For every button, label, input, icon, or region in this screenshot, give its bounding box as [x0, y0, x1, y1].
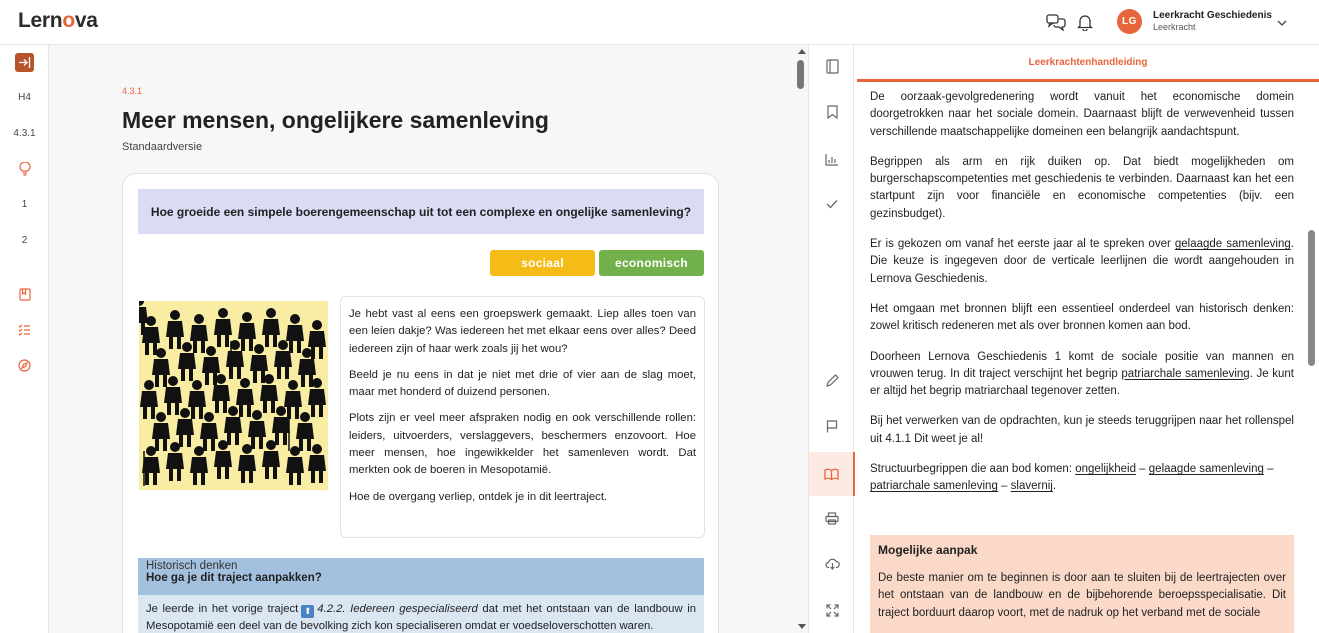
version-label: Standaardversie: [122, 141, 203, 153]
hist-question: Hoe ga je dit traject aanpakken?: [146, 572, 322, 584]
nav-step-item-1[interactable]: 1: [21, 199, 28, 210]
teacher-guide-icon[interactable]: [809, 452, 855, 496]
hist-text: dat met het ontstaan van de landbouw in Mesopotamië een deel van de bevolking zich kon specialiseren omdat er voedseloverschotten waren.: [146, 603, 697, 633]
hist-text: Je leerde in het vorige traject: [146, 603, 299, 615]
intro-paragraph: Je hebt vast al eens een groepswerk gemaakt. Liep alles toen van een leien dakje? Was iedereen het met elkaar eens over alles? Deed iedereen zijn of haar werk zoals jij het wou?: [349, 308, 696, 355]
lightbulb-icon[interactable]: [0, 162, 49, 179]
top-bar: [0, 0, 1319, 45]
intro-paragraph: Hoe de overgang verliep, ontdek je in dit leertraject.: [349, 490, 608, 503]
guide-paragraph: Begrippen als arm en rijk duiken op. Dat biedt mogelijkheden om burgerschapscompetenties met geschiedenis te verbinden. Daarnaast kan het een startpunt zijn voor financiële en economische competenties (bijv. een gezinsbudget).: [870, 155, 1294, 220]
glossary-link[interactable]: patriarchale samenleving: [1121, 367, 1250, 380]
bookmark-icon[interactable]: [809, 93, 855, 131]
guide-paragraph: Structuurbegrippen die aan bod komen: ongelijkheid – gelaagde samenleving – patriarchale samenleving – slavernij.: [870, 463, 1274, 493]
section-number: 4.3.1: [122, 86, 143, 96]
nav-section-item[interactable]: 4.3.1: [13, 128, 36, 139]
approach-text: De beste manier om te beginnen is door aan te sluiten bij de leertrajecten over het ontstaan van de landbouw en de bijbehorende beroepsspecialisatie. Dit traject borduurt daarop voort, met de nadruk op het verband met de sociale: [878, 572, 1286, 619]
collapse-sidebar-icon[interactable]: [15, 53, 34, 72]
chat-icon[interactable]: [1045, 11, 1067, 33]
user-role: Leerkracht: [1153, 22, 1196, 32]
panel-title: Leerkrachtenhandleiding: [857, 45, 1319, 82]
main-scrollbar[interactable]: [796, 45, 808, 633]
lernova-logo[interactable]: Lernova: [18, 9, 98, 32]
page-title: Meer mensen, ongelijkere samenleving: [122, 107, 549, 133]
nav-chapter-item[interactable]: H4: [18, 92, 31, 103]
panel-scrollbar-thumb[interactable]: [1308, 230, 1315, 366]
checklist-icon[interactable]: [0, 324, 49, 339]
tag-sociaal[interactable]: sociaal: [490, 250, 595, 276]
guide-paragraph: Het omgaan met bronnen blijft een essentieel onderdeel van historisch denken: zowel kritisch redeneren met als over bronnen komen aan bod.: [870, 302, 1294, 333]
glossary-link[interactable]: slavernij: [1010, 480, 1053, 493]
crowd-illustration: [139, 301, 328, 490]
bell-icon[interactable]: [1074, 11, 1096, 33]
chart-icon[interactable]: [809, 140, 855, 178]
fullscreen-icon[interactable]: [809, 591, 855, 629]
intro-text: [340, 296, 705, 538]
guide-paragraph: De oorzaak-gevolgredenering wordt vanuit het economische domein doorgetrokken naar het sociale domein. Daarnaast blijft de verwevenheid tussen verschillende maatschappelijke domeinen een belangrijk aandachtspunt.: [870, 91, 1294, 138]
glossary-link[interactable]: gelaagde samenleving: [1174, 238, 1291, 251]
key-question: Hoe groeide een simpele boerengemeenschap uit tot een complexe en ongelijke samenleving?: [138, 189, 704, 234]
upload-link-icon[interactable]: ⬆: [301, 605, 314, 618]
chevron-down-icon[interactable]: [1277, 14, 1287, 32]
intro-paragraph: Beeld je nu eens in dat je niet met drie of vier aan de slag moet, maar met honderd of duizend personen.: [349, 368, 696, 399]
tool-rail: [808, 45, 854, 633]
guide-paragraph: Er is gekozen om vanaf het eerste jaar al te spreken over gelaagde samenleving. Die keuze is ingegeven door de verticale leerlijnen die wordt aangehouden in Lernova Geschiedenis.: [870, 238, 1294, 285]
left-navigation-rail: [0, 45, 49, 633]
approach-title: Mogelijke aanpak: [878, 543, 978, 557]
nav-step-item-2[interactable]: 2: [21, 235, 28, 246]
historical-thinking-header: [138, 558, 704, 595]
user-name[interactable]: Leerkracht Geschiedenis: [1153, 10, 1272, 21]
tag-economisch[interactable]: economisch: [599, 250, 704, 276]
download-cloud-icon[interactable]: [809, 545, 855, 583]
lesson-card: [122, 173, 719, 633]
hist-label: Historisch denken: [146, 560, 238, 572]
flag-icon[interactable]: [809, 407, 855, 445]
glossary-link[interactable]: gelaagde samenleving: [1148, 463, 1264, 476]
avatar[interactable]: LG: [1117, 9, 1142, 34]
print-icon[interactable]: [809, 499, 855, 537]
main-scrollbar-thumb[interactable]: [797, 60, 804, 89]
guide-paragraph: Doorheen Lernova Geschiedenis 1 komt de sociale positie van mannen en vrouwen terug. In dit traject verschijnt het begrip patriarchale samenleving. Je kunt er altijd het begrip matriarchaal tegenover zetten.: [870, 350, 1294, 398]
hist-reference-link[interactable]: 4.2.2. Iedereen gespecialiseerd: [317, 603, 478, 615]
guide-paragraph: Bij het verwerken van de opdrachten, kun je steeds teruggrijpen naar het rollenspel uit 4.1.1 Dit weet je al!: [870, 415, 1294, 445]
glossary-link[interactable]: ongelijkheid: [1075, 463, 1136, 476]
panel-content: [870, 89, 1294, 509]
lesson-content: [49, 45, 808, 633]
compass-icon[interactable]: [0, 359, 49, 375]
glossary-link[interactable]: patriarchale samenleving: [870, 480, 998, 493]
pencil-icon[interactable]: [809, 361, 855, 399]
intro-paragraph: Plots zijn er veel meer afspraken nodig en ook verschillende rollen: leiders, uitvoerders, verslaggevers, beschermers enzovoort. Hoe meer mensen, hoe ingewikkelder het samenleven wordt. Dat merkten ook de boeren in Mesopotamië.: [349, 412, 696, 477]
teacher-guide-panel: [857, 45, 1319, 633]
check-icon[interactable]: [809, 185, 855, 223]
possible-approach-box: [870, 535, 1294, 633]
workbook-icon[interactable]: [0, 288, 49, 304]
notebook-icon[interactable]: [809, 47, 855, 85]
historical-thinking-body: [138, 595, 704, 633]
